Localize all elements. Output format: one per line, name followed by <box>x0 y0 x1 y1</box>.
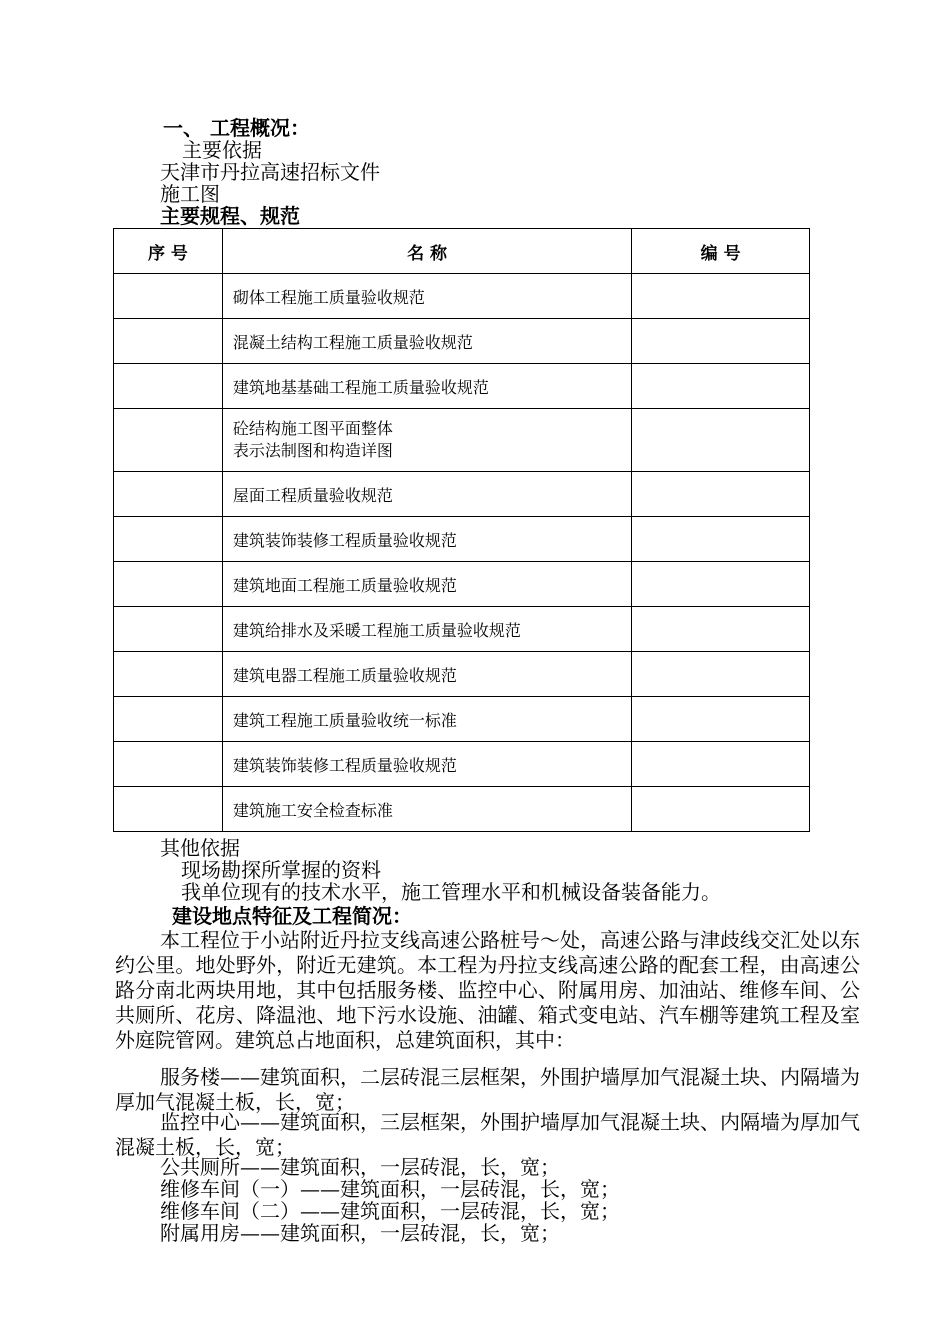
cell-code <box>632 742 810 787</box>
col-header-code: 编 号 <box>632 229 810 274</box>
other-basis-title: 其他依据 <box>160 836 240 860</box>
section-heading-overview: 一、 工程概况： <box>163 116 310 140</box>
table-row <box>114 319 810 364</box>
building-paragraph: 服务楼——建筑面积，二层砖混三层框架，外围护墙厚加气混凝土块、内隔墙为厚加气混凝土板，长，宽； <box>115 1065 860 1114</box>
cell-code <box>632 787 810 832</box>
spec-table <box>113 228 810 832</box>
cell-name: 屋面工程质量验收规范 <box>222 472 631 517</box>
table-row <box>114 652 810 697</box>
cell-name: 建筑装饰装修工程质量验收规范 <box>222 517 631 562</box>
building-paragraph: 公共厕所——建筑面积，一层砖混，长，宽； <box>160 1155 560 1179</box>
table-row <box>114 274 810 319</box>
table-row <box>114 517 810 562</box>
cell-code <box>632 517 810 562</box>
basis-item: 施工图 <box>160 182 220 206</box>
cell-name: 建筑施工安全检查标准 <box>222 787 631 832</box>
cell-code <box>632 607 810 652</box>
main-basis-title: 主要依据 <box>182 138 262 162</box>
cell-name: 建筑装饰装修工程质量验收规范 <box>222 742 631 787</box>
cell-no <box>114 274 223 319</box>
cell-name: 建筑工程施工质量验收统一标准 <box>222 697 631 742</box>
cell-no <box>114 607 223 652</box>
cell-no <box>114 409 223 472</box>
building-paragraph: 监控中心——建筑面积，三层框架，外围护墙厚加气混凝土块、内隔墙为厚加气混凝土板，长，宽； <box>115 1110 860 1159</box>
col-header-no: 序 号 <box>114 229 223 274</box>
cell-code <box>632 652 810 697</box>
table-row <box>114 472 810 517</box>
cell-no <box>114 319 223 364</box>
table-row <box>114 562 810 607</box>
cell-name: 砌体工程施工质量验收规范 <box>222 274 631 319</box>
cell-code <box>632 274 810 319</box>
table-row <box>114 742 810 787</box>
cell-no <box>114 787 223 832</box>
table-row <box>114 364 810 409</box>
other-basis-item: 现场勘探所掌握的资料 <box>181 858 381 882</box>
cell-no <box>114 364 223 409</box>
building-paragraph: 附属用房——建筑面积，一层砖混，长，宽； <box>160 1221 560 1245</box>
cell-name: 混凝土结构工程施工质量验收规范 <box>222 319 631 364</box>
table-row <box>114 787 810 832</box>
cell-no <box>114 517 223 562</box>
cell-no <box>114 742 223 787</box>
other-basis-item: 我单位现有的技术水平，施工管理水平和机械设备装备能力。 <box>181 880 721 904</box>
cell-code <box>632 409 810 472</box>
building-paragraph: 维修车间（一）——建筑面积，一层砖混，长，宽； <box>160 1177 620 1201</box>
table-header-row <box>114 229 810 274</box>
cell-no <box>114 472 223 517</box>
cell-code <box>632 472 810 517</box>
table-row <box>114 607 810 652</box>
cell-no <box>114 562 223 607</box>
cell-name-line: 表示法制图和构造详图 <box>232 441 393 460</box>
cell-code <box>632 319 810 364</box>
cell-name: 建筑给排水及采暖工程施工质量验收规范 <box>222 607 631 652</box>
spec-title: 主要规程、规范 <box>160 204 300 228</box>
table-row <box>114 697 810 742</box>
cell-code <box>632 697 810 742</box>
col-header-name: 名 称 <box>222 229 631 274</box>
building-paragraph: 维修车间（二）——建筑面积，一层砖混，长，宽； <box>160 1199 620 1223</box>
cell-code <box>632 364 810 409</box>
cell-name: 建筑地基基础工程施工质量验收规范 <box>222 364 631 409</box>
cell-code <box>632 562 810 607</box>
cell-name <box>222 409 631 472</box>
table-row <box>114 409 810 472</box>
cell-no <box>114 652 223 697</box>
basis-item: 天津市丹拉高速招标文件 <box>160 160 380 184</box>
cell-name-line: 砼结构施工图平面整体 <box>232 419 393 438</box>
cell-name: 建筑电器工程施工质量验收规范 <box>222 652 631 697</box>
intro-paragraph: 本工程位于小站附近丹拉支线高速公路桩号～处，高速公路与津歧线交汇处以东约公里。地处野外，附近无建筑。本工程为丹拉支线高速公路的配套工程，由高速公路分南北两块用地，其中包括服务楼、监控中心、附属用房、加油站、维修车间、公共厕所、花房、降温池、地下污水设施、油罐、箱式变电站、汽车棚等建筑工程及室外庭院管网。建筑总占地面积，总建筑面积，其中： <box>115 928 860 1052</box>
cell-name: 建筑地面工程施工质量验收规范 <box>222 562 631 607</box>
cell-no <box>114 697 223 742</box>
section-heading-site: 建设地点特征及工程简况： <box>172 904 412 928</box>
